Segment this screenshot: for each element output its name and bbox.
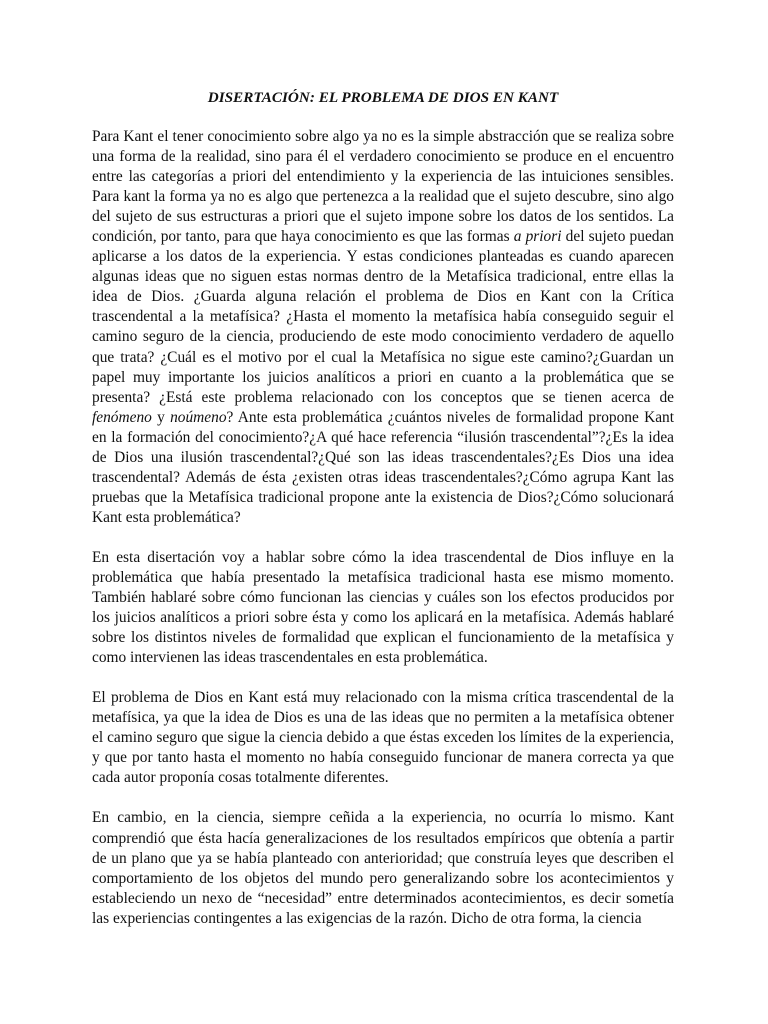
intro-text-4: ? Ante esta problemática ¿cuántos niveles de formalidad propone Kant en la formación del conocimiento?¿A qué hace referencia “ilusión trascendental”?¿Es la idea de Dios una ilusión trascendental?¿Qué son las ideas trascendentales?¿Es Dios una idea trascendental? Además de ésta ¿existen otras ideas trascendentales?¿Cómo agrupa Kant las pruebas que la Metafísica tradicional propone ante la existencia de Dios?¿Cómo solucionará Kant esta problemática? <box>92 408 674 526</box>
intro-italic-fenomeno: fenómeno <box>92 408 152 426</box>
intro-italic-noumeno: noúmeno <box>170 408 227 426</box>
intro-text-1: Para Kant el tener conocimiento sobre algo ya no es la simple abstracción que se realiza sobre una forma de la realidad, sino para él el verdadero conocimiento se produce en el encuentro entre las categorías a priori del entendimiento y la experiencia de las intuiciones sensibles. Para kant la forma ya no es algo que pertenezca a la realidad que el sujeto descubre, sino algo del sujeto de sus estructuras a priori que el sujeto impone sobre los datos de los sentidos. La condición, por tanto, para que haya conocimiento es que las formas <box>92 128 674 246</box>
document-body <box>92 127 674 949</box>
intro-text-2: del sujeto puedan aplicarse a los datos de la experiencia. Y estas condiciones planteadas es cuando aparecen algunas ideas que no siguen estas normas dentro de la Metafísica tradicional, entre ellas la idea de Dios. ¿Guarda alguna relación el problema de Dios en Kant con la Crítica trascendental a la metafísica? ¿Hasta el momento la metafísica había conseguido seguir el camino seguro de la ciencia, produciendo de este modo conocimiento verdadero de aquello que trata? ¿Cuál es el motivo por el cual la Metafísica no sigue este camino?¿Guardan un papel muy importante los juicios analíticos a priori en cuanto a la problemática que se presenta? ¿Está este problema relacionado con los conceptos que se tienen acerca de <box>92 228 674 406</box>
paragraph-science: En cambio, en la ciencia, siempre ceñida a la experiencia, no ocurría lo mismo. Kant comprendió que ésta hacía generalizaciones de los resultados empíricos que obtenía a partir de un plano que ya se había planteado con anterioridad; que construía leyes que describen el comportamiento de los objetos del mundo pero generalizando sobre los acontecimientos y estableciendo un nexo de “necesidad” entre determinados acontecimientos, es decir sometía las experiencias contingentes a las exigencias de la razón. Dicho de otra forma, la ciencia <box>92 809 674 927</box>
intro-italic-a-priori: a priori <box>513 228 562 246</box>
paragraph-introduction <box>92 127 674 528</box>
paragraph-problem: El problema de Dios en Kant está muy relacionado con la misma crítica trascendental de la metafísica, ya que la idea de Dios es una de las ideas que no permiten a la metafísica obtener el camino seguro que sigue la ciencia debido a que éstas exceden los límites de la experiencia, y que por tanto hasta el momento no había conseguido funcionar de manera correcta ya que cada autor proponía cosas totalmente diferentes. <box>92 689 674 787</box>
document-title: DISERTACIÓN: EL PROBLEMA DE DIOS EN KANT <box>207 89 559 106</box>
intro-text-3: y <box>151 408 171 426</box>
paragraph-outline: En esta disertación voy a hablar sobre cómo la idea trascendental de Dios influye en la problemática que había presentado la metafísica tradicional hasta ese mismo momento. También hablaré sobre cómo funcionan las ciencias y cuáles son los efectos producidos por los juicios analíticos a priori sobre ésta y como los aplicará en la metafísica. Además hablaré sobre los distintos niveles de formalidad que explican el funcionamiento de la metafísica y como intervienen las ideas trascendentales en esta problemática. <box>92 548 674 667</box>
